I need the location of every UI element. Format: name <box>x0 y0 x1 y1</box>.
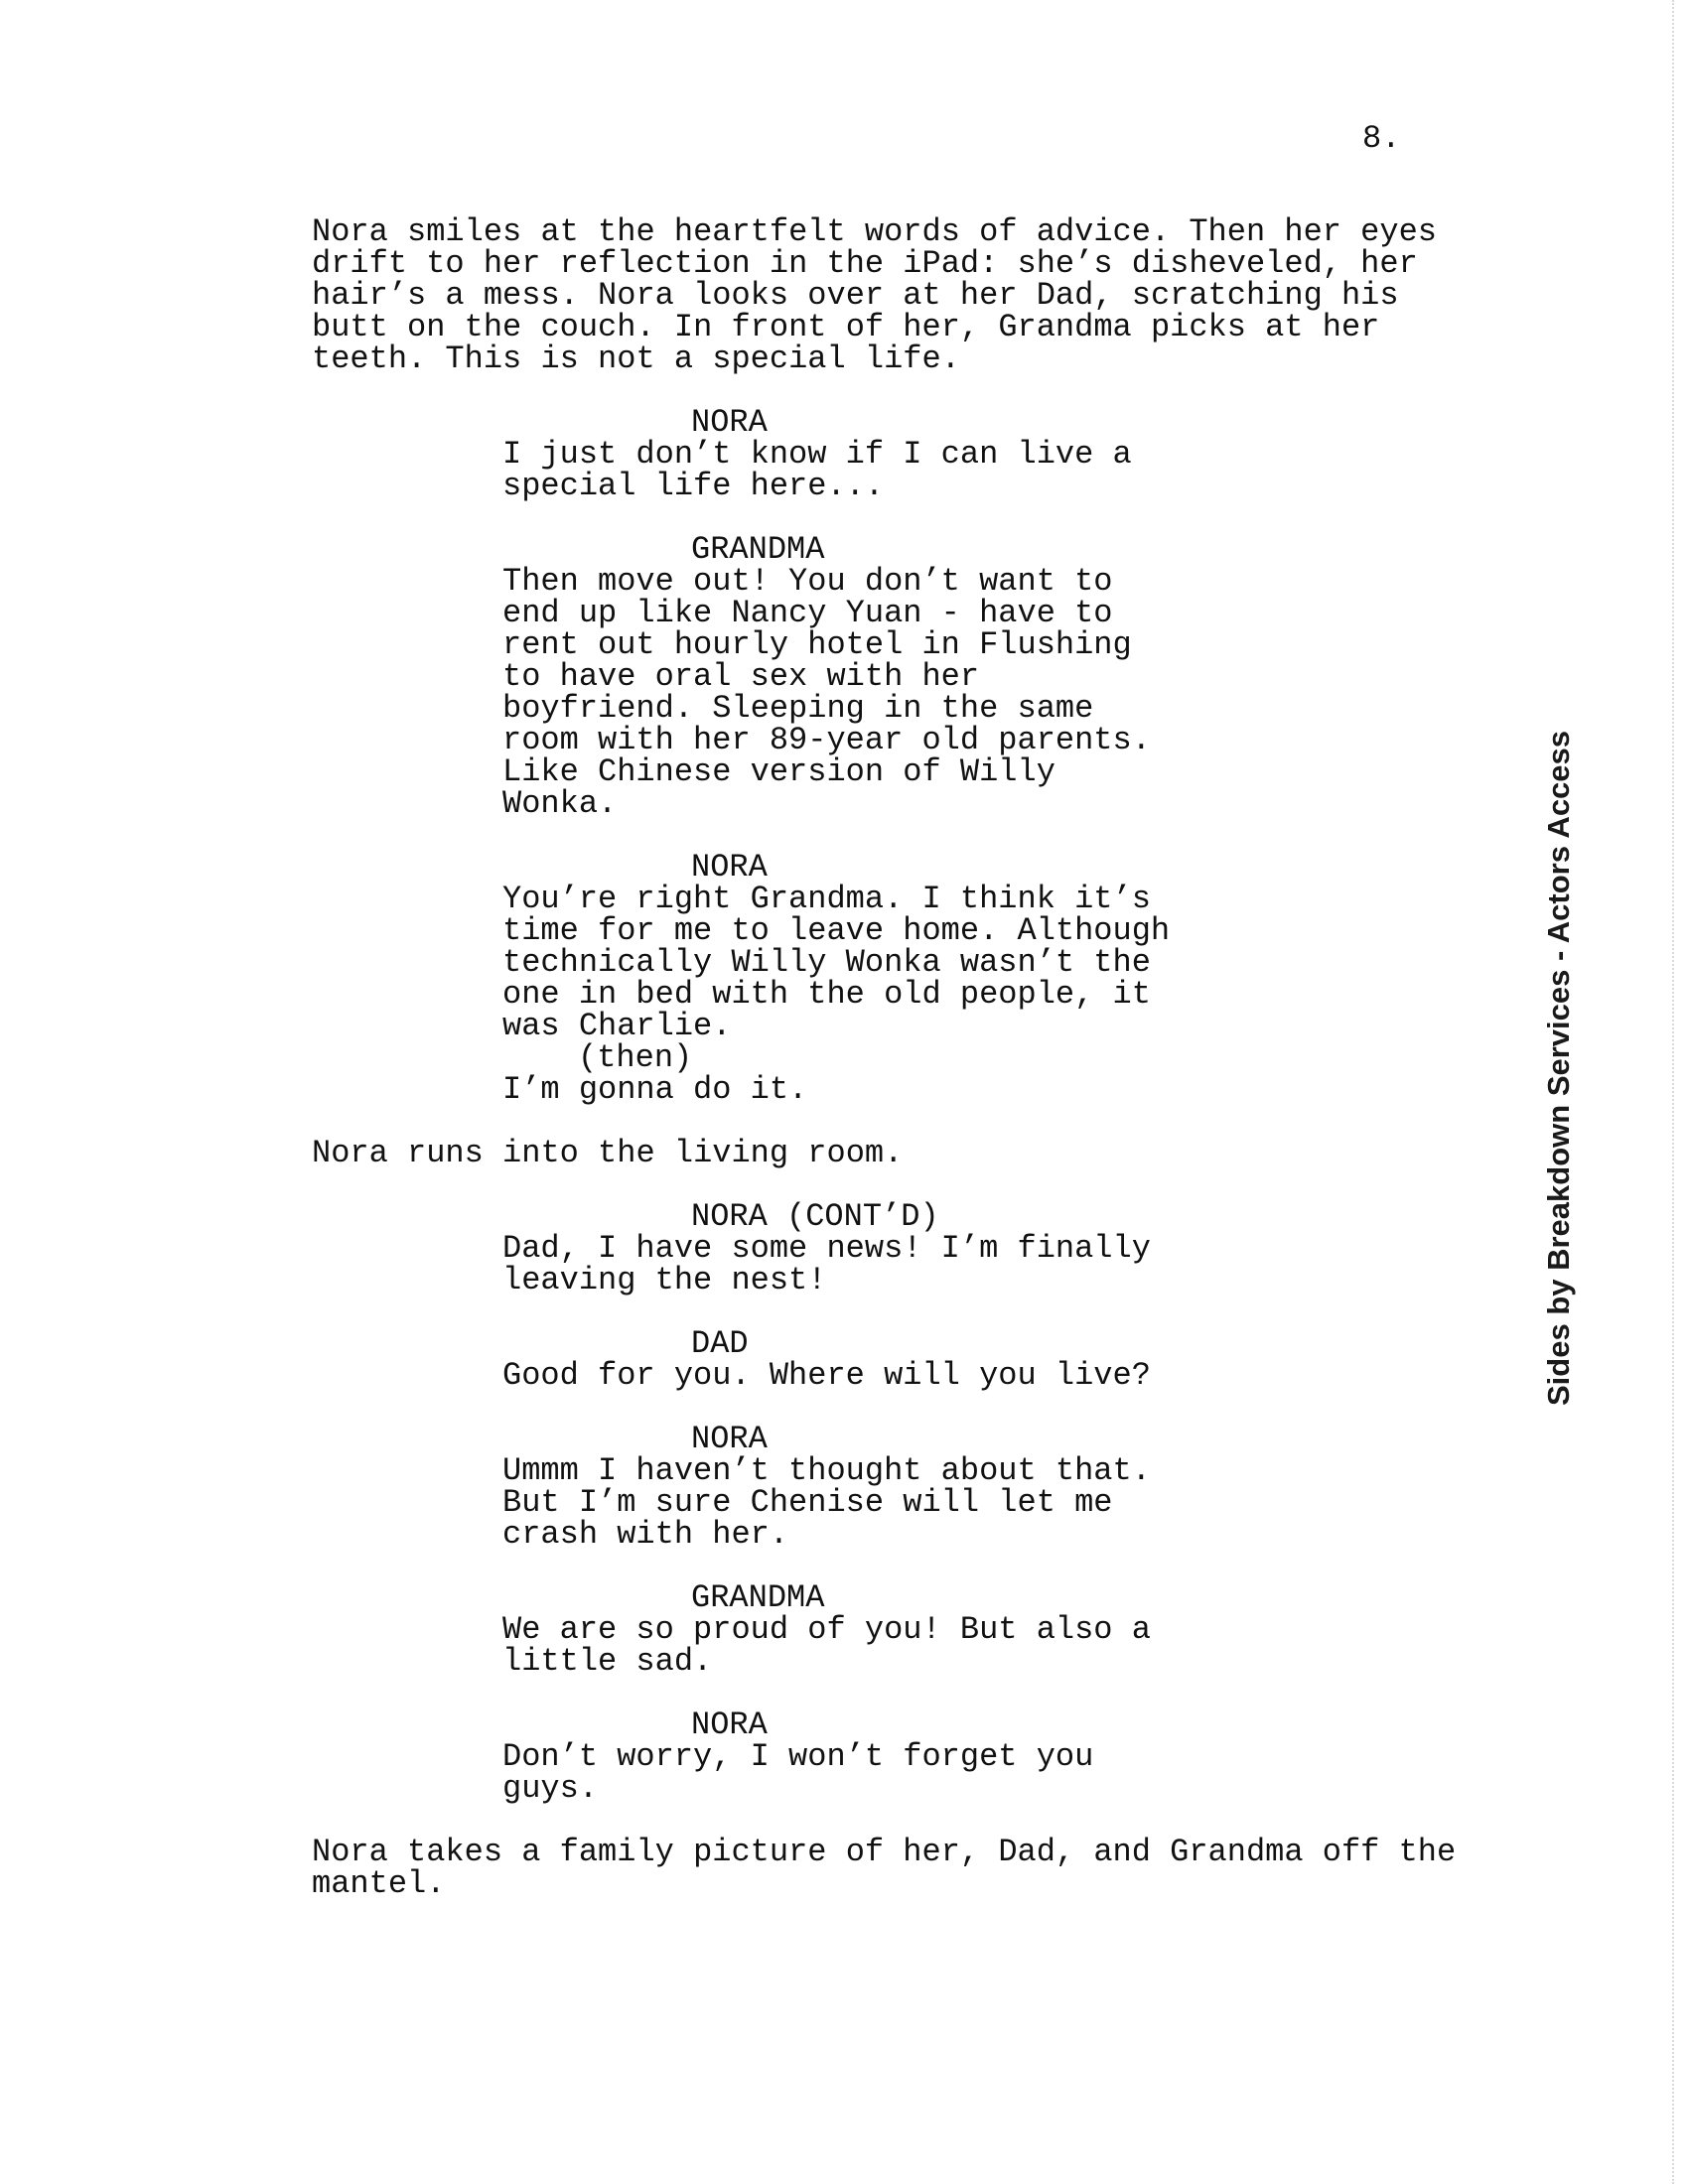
dialogue-block <box>312 1230 1464 1298</box>
action-block <box>312 1834 1464 1902</box>
blank-line <box>312 1169 1464 1201</box>
action-line: hair’s a mess. Nora looks over at her Dad, scratching his <box>312 277 1399 314</box>
blank-line <box>312 375 1464 407</box>
blank-line <box>312 1392 1464 1424</box>
dialogue-block <box>312 1738 1464 1807</box>
dialogue-line: But I’m sure Chenise will let me <box>502 1484 1113 1521</box>
dialogue-line: Don’t worry, I won’t forget you <box>502 1738 1094 1775</box>
page-number: 8. <box>1362 120 1401 157</box>
screenplay-body <box>312 213 1464 1902</box>
dialogue-line: guys. <box>502 1770 599 1807</box>
dialogue-block <box>312 1452 1464 1553</box>
scan-edge <box>1670 0 1674 2184</box>
dialogue-line: I just don’t know if I can live a <box>502 436 1132 473</box>
dialogue-line: little sad. <box>502 1643 713 1680</box>
dialogue-line: room with her 89-year old parents. <box>502 722 1151 758</box>
dialogue-block <box>312 1357 1464 1394</box>
action-block <box>312 1135 1464 1171</box>
dialogue-line: Ummm I haven’t thought about that. <box>502 1452 1151 1489</box>
dialogue-block <box>312 563 1464 822</box>
action-line: butt on the couch. In front of her, Grandma picks at her <box>312 309 1380 345</box>
dialogue-line: was Charlie. <box>502 1008 732 1044</box>
dialogue-line: rent out hourly hotel in Flushing <box>502 626 1132 663</box>
dialogue-block <box>312 436 1464 504</box>
dialogue-line: You’re right Grandma. I think it’s <box>502 881 1151 917</box>
action-line: drift to her reflection in the iPad: she’s disheveled, her <box>312 245 1418 282</box>
parenthetical: (then) <box>578 1039 693 1076</box>
dialogue-line: Like Chinese version of Willy <box>502 753 1055 790</box>
character-cue: NORA <box>691 1421 768 1457</box>
blank-line <box>312 1106 1464 1138</box>
blank-line <box>312 820 1464 852</box>
character-cue: NORA <box>691 404 768 441</box>
dialogue-line: one in bed with the old people, it <box>502 976 1151 1013</box>
dialogue-line: Wonka. <box>502 785 618 822</box>
dialogue-line: Dad, I have some news! I’m finally <box>502 1230 1151 1267</box>
dialogue-line: We are so proud of you! But also a <box>502 1611 1151 1648</box>
action-line: Nora smiles at the heartfelt words of advice. Then her eyes <box>312 213 1437 250</box>
dialogue-line: Good for you. Where will you live? <box>502 1357 1151 1394</box>
character-cue: DAD <box>691 1325 749 1362</box>
dialogue-block <box>312 1611 1464 1680</box>
dialogue-block <box>312 881 1464 1044</box>
action-line: Nora takes a family picture of her, Dad, and Grandma off the <box>312 1834 1457 1870</box>
action-block <box>312 213 1464 377</box>
dialogue-line: technically Willy Wonka wasn’t the <box>502 944 1151 981</box>
dialogue-line: to have oral sex with her <box>502 658 980 695</box>
blank-line <box>312 1551 1464 1582</box>
dialogue-line: leaving the nest! <box>502 1262 827 1298</box>
dialogue-line: I’m gonna do it. <box>502 1071 808 1108</box>
character-cue: GRANDMA <box>691 1579 825 1616</box>
blank-line <box>312 502 1464 534</box>
dialogue-line: time for me to leave home. Although <box>502 912 1171 949</box>
dialogue-line: end up like Nancy Yuan - have to <box>502 595 1113 631</box>
watermark: Sides by Breakdown Services - Actors Access <box>1541 730 1576 1406</box>
character-cue: GRANDMA <box>691 531 825 568</box>
dialogue-line: boyfriend. Sleeping in the same <box>502 690 1094 727</box>
action-line: teeth. This is not a special life. <box>312 341 960 377</box>
character-cue: NORA <box>691 849 768 886</box>
action-line: mantel. <box>312 1865 446 1902</box>
character-cue: NORA (CONT’D) <box>691 1198 939 1235</box>
blank-line <box>312 1805 1464 1837</box>
action-line: Nora runs into the living room. <box>312 1135 904 1171</box>
dialogue-block <box>312 1071 1464 1108</box>
dialogue-line: crash with her. <box>502 1516 789 1553</box>
blank-line <box>312 1297 1464 1328</box>
dialogue-line: special life here... <box>502 468 885 504</box>
blank-line <box>312 1678 1464 1709</box>
dialogue-line: Then move out! You don’t want to <box>502 563 1113 600</box>
character-cue: NORA <box>691 1706 768 1743</box>
